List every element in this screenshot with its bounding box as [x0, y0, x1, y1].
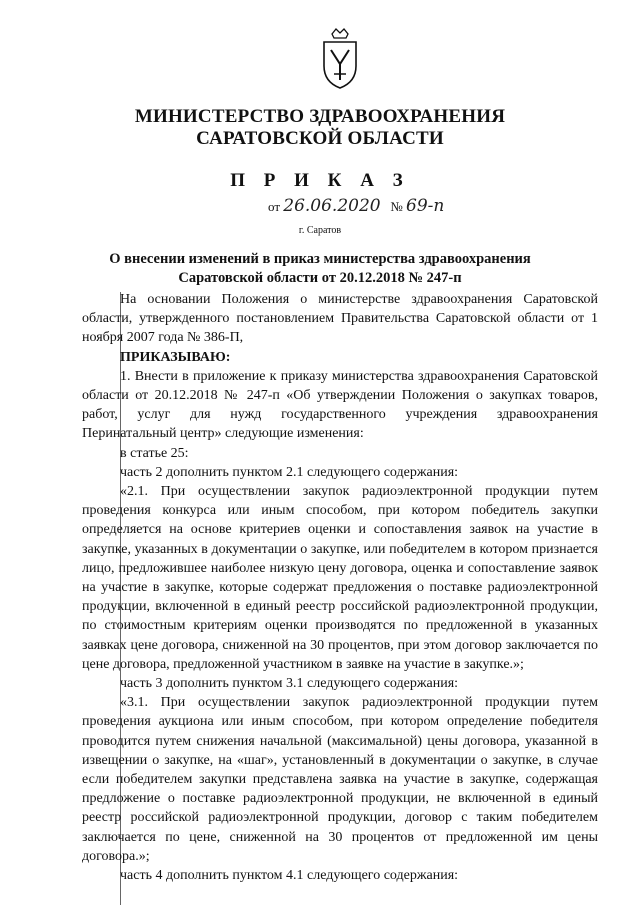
order-command: ПРИКАЗЫВАЮ: [120, 349, 231, 365]
paragraph: «2.1. При осуществлении закупок радиоэлектронной продукции путем проведения конкурса или иным способом, при котором победитель закупки определяется на основе критериев оценки и сопоставления заявок на участие в закупке, указанных в документации о закупке, или победителем в котором признается лицо, предложившее наиболее низкую цену договора, оценка и сопоставление заявок на участие в закупке, которые содержат предложения о поставке радиоэлектронной продукции, включенной в единый реестр российской радиоэлектронной продукции, по стоимостным критериям оценки производятся по предложенной в указанных заявках цене договора, сниженной на 30 процентов, при этом договор заключается по цене договора, предложенной участником в заявке на участие в закупке.»; [82, 484, 598, 672]
document-title: П Р И К А З [230, 170, 410, 191]
number-prefix: № [390, 199, 403, 214]
city-label: г. Саратов [298, 225, 342, 236]
paragraph: в статье 25: [120, 445, 189, 461]
ministry-name-line1: МИНИСТЕРСТВО ЗДРАВООХРАНЕНИЯ [134, 106, 506, 127]
ministry-name-line2: САРАТОВСКОЙ ОБЛАСТИ [196, 128, 444, 149]
saratov-coat-of-arms-icon [318, 28, 362, 90]
paragraph: часть 4 дополнить пунктом 4.1 следующего содержания: [120, 868, 459, 884]
order-number: 69-п [406, 196, 445, 216]
paragraph: часть 3 дополнить пунктом 3.1 следующего содержания: [120, 676, 459, 692]
subject-line1: О внесении изменений в приказ министерства здравоохранения [109, 251, 531, 267]
paragraph: «3.1. При осуществлении закупок радиоэлектронной продукции путем проведения аукциона или иным способом, при котором определение победителя проводится путем снижения начальной (максимальной) цены договора, указанной в извещении о закупке, на «шаг», установленный в документации о закупке, в случае если победителем закупки представлена заявка на участие в закупке, содержащая предложение о поставке радиоэлектронной продукции, не включенной в единый реестр российской радиоэлектронной продукции, договор с таким победителем заключается по цене, сниженной на 30 процентов от предложенной им цены договора.»; [82, 695, 598, 864]
document-body [82, 290, 598, 885]
order-date-number [268, 196, 444, 216]
paragraph: часть 2 дополнить пунктом 2.1 следующего содержания: [120, 464, 459, 480]
subject-line2: Саратовской области от 20.12.2018 № 247-п [178, 270, 462, 286]
date-prefix: от [268, 199, 281, 214]
paragraph: 1. Внести в приложение к приказу министерства здравоохранения Саратовской области от 20.12.2018 № 247-п «Об утверждении Положения о закупках товаров, работ, услуг для нужд государственного учреждения здравоохранения Перинатальный центр» следующие изменения: [82, 368, 598, 442]
order-date: 26.06.2020 [283, 196, 381, 216]
paragraph: На основании Положения о министерстве здравоохранения Саратовской области, утвержденного постановлением Правительства Саратовской области от 1 ноября 2007 года № 386-П, [82, 292, 598, 346]
